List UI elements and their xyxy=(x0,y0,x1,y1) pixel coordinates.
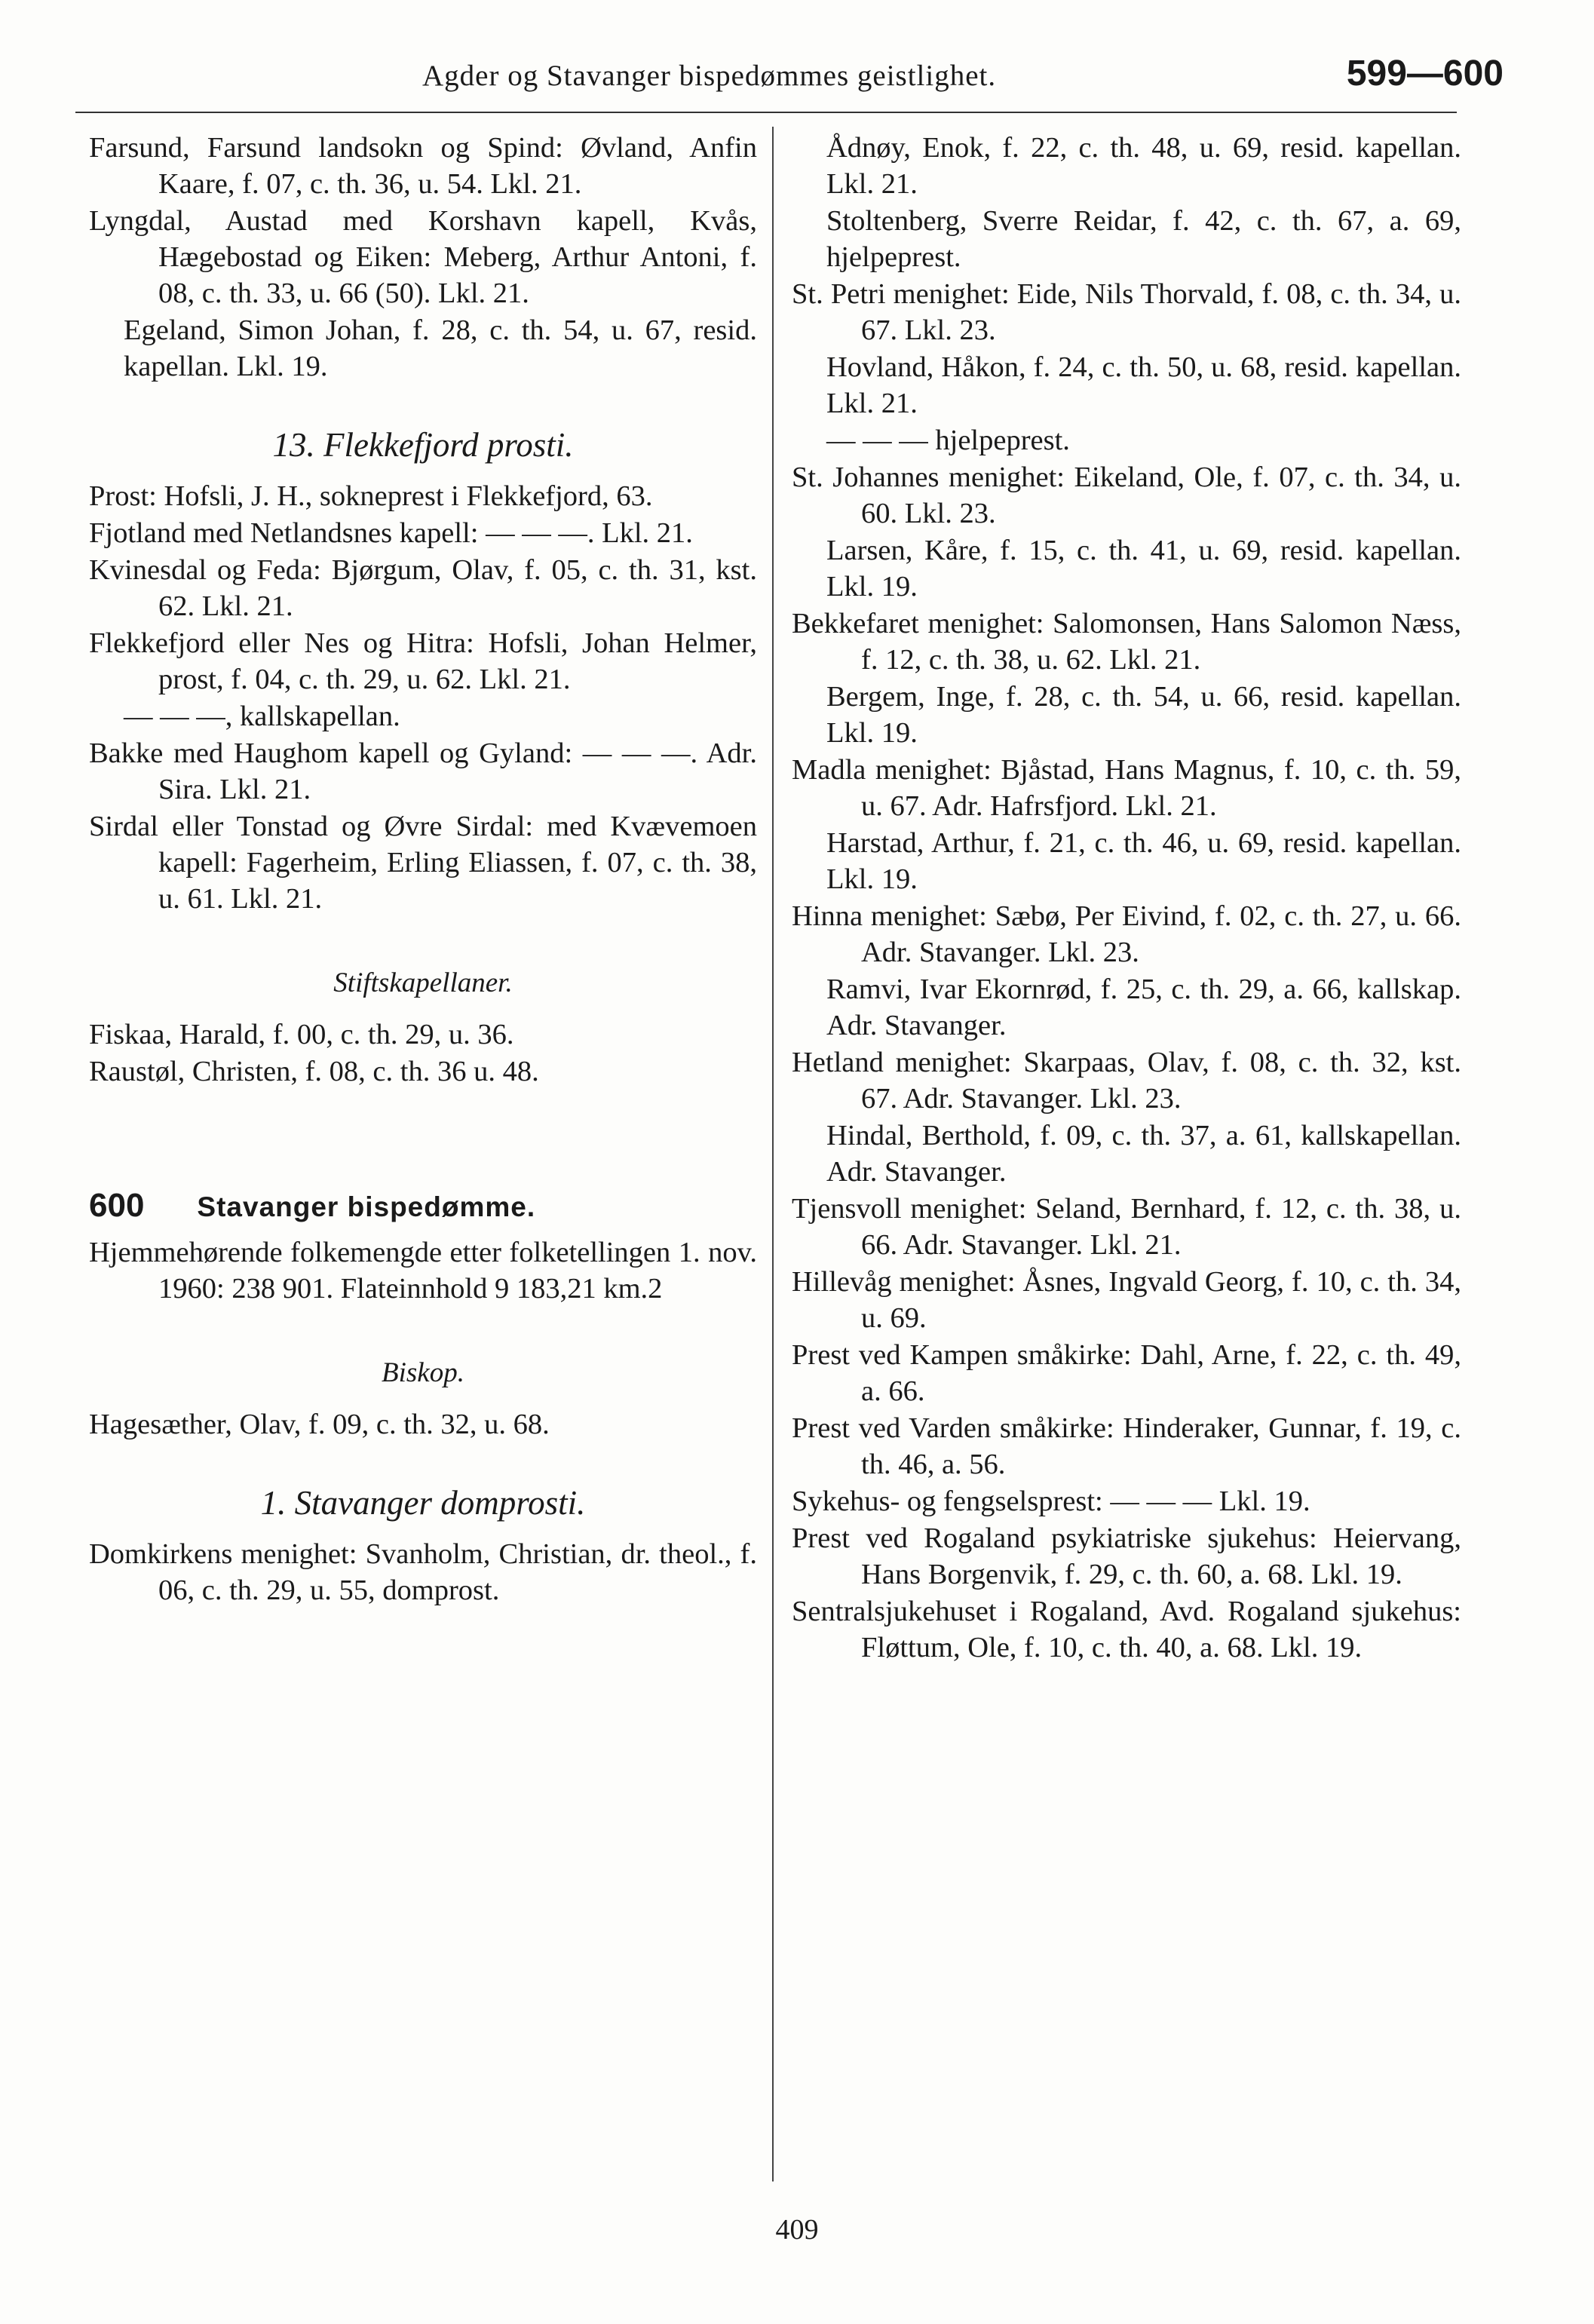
entry: Fjotland med Netlandsnes kapell: — — —. Lkl. 21. xyxy=(89,517,693,549)
page-number: 409 xyxy=(775,2214,819,2246)
entry: Prest ved Kampen småkirke: Dahl, Arne, f. 22, c. th. 49, a. 66. xyxy=(792,1339,1461,1407)
entry: Domkirkens menighet: Svanholm, Christian, dr. theol., f. 06, c. th. 29, u. 55, domprost. xyxy=(89,1538,757,1606)
entry: Prest ved Varden småkirke: Hinderaker, Gunnar, f. 19, c. th. 46, a. 56. xyxy=(792,1412,1461,1480)
entry: Fiskaa, Harald, f. 00, c. th. 29, u. 36. xyxy=(89,1019,514,1050)
entry: — — —, kallskapellan. xyxy=(124,701,400,732)
section-heading: 1. Stavanger domprosti. xyxy=(260,1484,586,1522)
header-page-range: 599—600 xyxy=(1346,54,1504,94)
entry: Sentralsjukehuset i Rogaland, Avd. Rogaland sjukehus: Fløttum, Ole, f. 10, c. th. 40, a. 68. Lkl. 19. xyxy=(792,1596,1461,1663)
entry: Madla menighet: Bjåstad, Hans Magnus, f. 10, c. th. 59, u. 67. Adr. Hafrsfjord. Lkl. 21. xyxy=(792,754,1461,822)
running-header xyxy=(75,54,1519,112)
entry: — — — hjelpeprest. xyxy=(826,425,1070,456)
entry: Egeland, Simon Johan, f. 28, c. th. 54, u. 67, resid. kapellan. Lkl. 19. xyxy=(124,314,757,382)
diocese-heading xyxy=(89,1188,757,1225)
entry: Bekkefaret menighet: Salomonsen, Hans Salomon Næss, f. 12, c. th. 38, u. 62. Lkl. 21. xyxy=(792,608,1461,676)
subsection-heading: Stiftskapellaner. xyxy=(333,967,513,998)
entry: Tjensvoll menighet: Seland, Bernhard, f. 12, c. th. 38, u. 66. Adr. Stavanger. Lkl. 21. xyxy=(792,1193,1461,1261)
entry: Larsen, Kåre, f. 15, c. th. 41, u. 69, resid. kapellan. Lkl. 19. xyxy=(826,535,1461,602)
entry: Raustøl, Christen, f. 08, c. th. 36 u. 48. xyxy=(89,1056,539,1087)
entry: Hovland, Håkon, f. 24, c. th. 50, u. 68, resid. kapellan. Lkl. 21. xyxy=(826,351,1461,419)
left-column xyxy=(89,130,757,1609)
entry: Hindal, Berthold, f. 09, c. th. 37, a. 61, kallskapellan. Adr. Stavanger. xyxy=(826,1120,1461,1188)
entry: St. Petri menighet: Eide, Nils Thorvald, f. 08, c. th. 34, u. 67. Lkl. 23. xyxy=(792,278,1461,346)
entry: Hetland menighet: Skarpaas, Olav, f. 08, c. th. 32, kst. 67. Adr. Stavanger. Lkl. 23. xyxy=(792,1047,1461,1114)
entry: Hillevåg menighet: Åsnes, Ingvald Georg, f. 10, c. th. 34, u. 69. xyxy=(792,1266,1461,1334)
entry: Bergem, Inge, f. 28, c. th. 54, u. 66, resid. kapellan. Lkl. 19. xyxy=(826,681,1461,749)
entry: Farsund, Farsund landsokn og Spind: Øvland, Anfin Kaare, f. 07, c. th. 36, u. 54. Lkl. 21. xyxy=(89,132,757,200)
entry: Sykehus- og fengselsprest: — — — Lkl. 19. xyxy=(792,1485,1310,1517)
entry: Prost: Hofsli, J. H., sokneprest i Flekkefjord, 63. xyxy=(89,480,653,512)
subsection-heading: Biskop. xyxy=(382,1357,464,1388)
entry: Stoltenberg, Sverre Reidar, f. 42, c. th. 67, a. 69, hjelpeprest. xyxy=(826,205,1461,273)
diocese-number: 600 xyxy=(89,1187,145,1224)
entry: Flekkefjord eller Nes og Hitra: Hofsli, Johan Helmer, prost, f. 04, c. th. 29, u. 62. Lkl. 21. xyxy=(89,627,757,695)
entry: Lyngdal, Austad med Korshavn kapell, Kvås, Hægebostad og Eiken: Meberg, Arthur Antoni, f. 08, c. th. 33, u. 66 (50). Lkl. 21. xyxy=(89,205,757,309)
entry: Harstad, Arthur, f. 21, c. th. 46, u. 69, resid. kapellan. Lkl. 19. xyxy=(826,827,1461,895)
right-column xyxy=(792,130,1461,1666)
entry: Ådnøy, Enok, f. 22, c. th. 48, u. 69, resid. kapellan. Lkl. 21. xyxy=(826,132,1461,200)
entry: Bakke med Haughom kapell og Gyland: — — —. Adr. Sira. Lkl. 21. xyxy=(89,737,757,805)
header-rule xyxy=(75,112,1457,113)
entry: Hjemmehørende folkemengde etter folketellingen 1. nov. 1960: 238 901. Flateinnhold 9 183,21 km.2 xyxy=(89,1237,757,1305)
entry: St. Johannes menighet: Eikeland, Ole, f. 07, c. th. 34, u. 60. Lkl. 23. xyxy=(792,461,1461,529)
column-divider xyxy=(772,127,774,2181)
header-title: Agder og Stavanger bispedømmes geistlighet. xyxy=(422,60,997,92)
entry: Hagesæther, Olav, f. 09, c. th. 32, u. 68. xyxy=(89,1409,550,1440)
entry: Sirdal eller Tonstad og Øvre Sirdal: med Kvævemoen kapell: Fagerheim, Erling Eliassen, f. 07, c. th. 38, u. 61. Lkl. 21. xyxy=(89,811,757,915)
section-heading: 13. Flekkefjord prosti. xyxy=(272,426,574,464)
entry: Hinna menighet: Sæbø, Per Eivind, f. 02, c. th. 27, u. 66. Adr. Stavanger. Lkl. 23. xyxy=(792,900,1461,968)
entry: Prest ved Rogaland psykiatriske sjukehus: Heiervang, Hans Borgenvik, f. 29, c. th. 60, a. 68. Lkl. 19. xyxy=(792,1522,1461,1590)
entry: Kvinesdal og Feda: Bjørgum, Olav, f. 05, c. th. 31, kst. 62. Lkl. 21. xyxy=(89,554,757,622)
diocese-name: Stavanger bispedømme. xyxy=(197,1191,536,1222)
entry: Ramvi, Ivar Ekornrød, f. 25, c. th. 29, a. 66, kallskap. Adr. Stavanger. xyxy=(826,973,1461,1041)
